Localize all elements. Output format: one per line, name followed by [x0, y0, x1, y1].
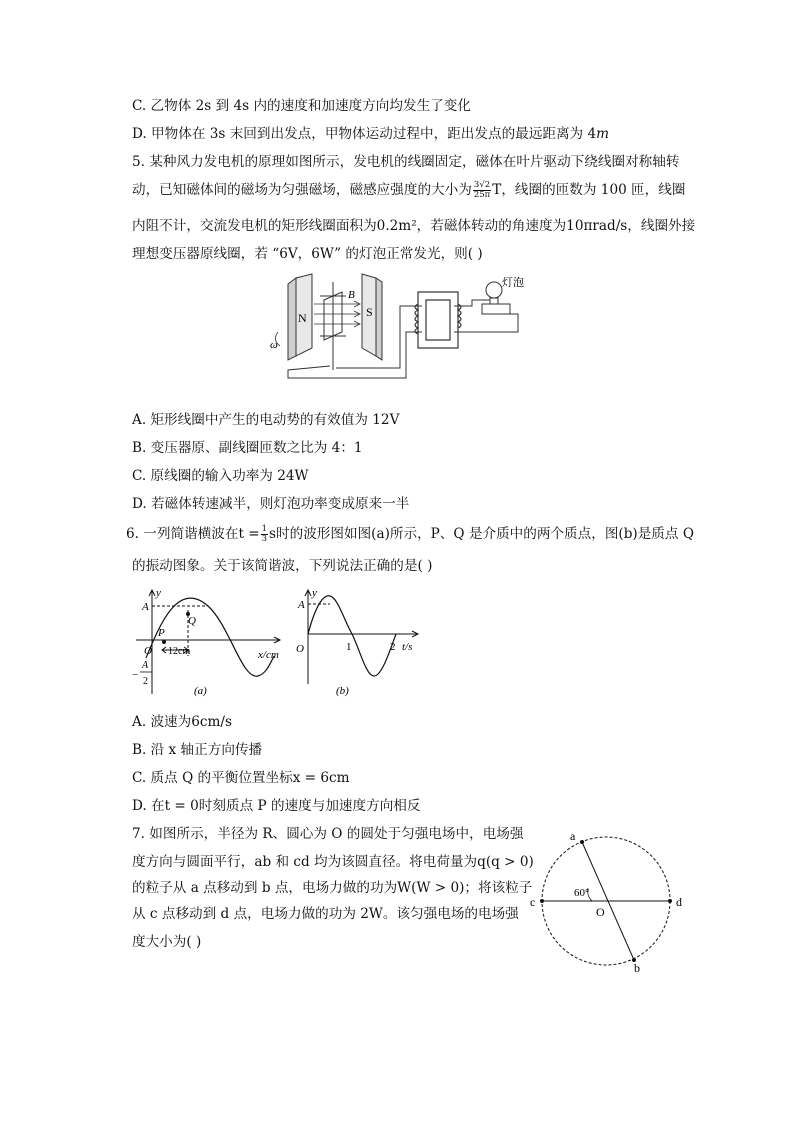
label-s: S	[366, 305, 373, 319]
origin-label-b: O	[296, 643, 304, 655]
q6-stem-line2: 的振动图象。关于该简谐波，下列说法正确的是( )	[132, 558, 433, 574]
q5-option-d: D. 若磁体转速减半，则灯泡功率变成原来一半	[132, 496, 410, 512]
q6-option-b: B. 沿 x 轴正方向传播	[132, 742, 263, 758]
q5-stem-line2: 动，已知磁体间的磁场为匀强磁场，磁感应强度的大小为 $\frac{3√2}{25\pi}$ T，线圈的匝数为 100 匝，线圈	[132, 180, 686, 200]
tick-2: 2	[390, 641, 396, 653]
point-d	[668, 899, 672, 903]
axis-t-label: t/s	[402, 641, 413, 653]
wave-graph-a	[130, 584, 290, 700]
neg-sign: −	[132, 669, 139, 681]
point-a	[580, 840, 584, 844]
generator-diagram	[268, 270, 528, 382]
transformer	[415, 292, 461, 348]
q5-option-a: A. 矩形线圈中产生的电动势的有效值为 12V	[132, 412, 400, 428]
q5-stem-line1: 5. 某种风力发电机的原理如图所示，发电机的线圈固定，磁体在叶片驱动下绕线圈对称轴转	[132, 154, 680, 170]
tick-1: 1	[346, 641, 352, 653]
q5-b-fraction: $\frac{3√2}{25\pi}$	[473, 180, 491, 200]
point-c	[540, 899, 544, 903]
axis-x-label: x/cm	[258, 649, 279, 661]
caption-a: (a)	[194, 685, 207, 697]
label-c: c	[530, 895, 536, 909]
label-b-point: b	[634, 961, 640, 975]
field-lines	[314, 301, 360, 327]
q5-stem-line4: 理想变压器原线圈，若 “6V，6W” 的灯泡正常发光，则( )	[132, 246, 483, 262]
q6-t-fraction: $\frac{1}{3}$	[261, 524, 268, 544]
axis-y-label-b: y	[312, 587, 317, 599]
label-b: B	[348, 289, 355, 301]
q7-stem-line3: 的粒子从 a 点移动到 b 点，电场力做的功为W(W > 0)；将该粒子	[132, 880, 533, 896]
q7-stem-line5: 度大小为( )	[132, 934, 202, 950]
label-d: d	[676, 895, 682, 909]
q7-stem-line2: 度方向与圆面平行，ab 和 cd 均为该圆直径。将电荷量为q(q > 0)	[132, 854, 534, 870]
half-amp-den: 2	[143, 676, 148, 687]
label-omega: ω	[270, 339, 278, 351]
label-n: N	[298, 311, 307, 325]
amplitude-label-b: A	[298, 599, 305, 611]
q5-option-b: B. 变压器原、副线圈匝数之比为 4：1	[132, 440, 363, 456]
q6-option-c: C. 质点 Q 的平衡位置坐标x = 6cm	[132, 770, 350, 786]
angle-label: 60°	[574, 887, 590, 899]
amplitude-label: A	[142, 601, 149, 613]
q5-stem-line3: 内阻不计，交流发电机的矩形线圈面积为0.2m²，若磁体转动的角速度为10πrad/s，线圈外接	[132, 218, 696, 234]
q7-stem-line1: 7. 如图所示，半径为 R、圆心为 O 的圆处于匀强电场中，电场强	[132, 826, 524, 842]
label-q: Q	[188, 615, 196, 627]
axis-y-label: y	[156, 587, 161, 599]
origin-label: O	[144, 645, 152, 657]
label-bulb: 灯泡	[502, 277, 524, 289]
point-p	[162, 640, 166, 644]
half-amp-num: A	[142, 660, 149, 671]
q7-stem-line4: 从 c 点移动到 d 点，电场力做的功为 2W。该匀强电场的电场强	[132, 906, 519, 922]
vibration-graph-b	[290, 584, 430, 700]
circle-diagram	[526, 826, 696, 976]
label-p: P	[158, 627, 165, 639]
q6-option-a: A. 波速为6cm/s	[132, 714, 232, 730]
q6-option-d: D. 在t = 0时刻质点 P 的速度与加速度方向相反	[132, 798, 421, 814]
q5-option-c: C. 原线圈的输入功率为 24W	[132, 468, 309, 484]
q6-stem-line1: 6. 一列简谐横波在t = $\frac{1}{3}$ s时的波形图如图(a)所示，P、Q 是介质中的两个质点，图(b)是质点 Q	[126, 524, 694, 544]
caption-b: (b)	[336, 685, 349, 697]
q4-option-c: C. 乙物体 2s 到 4s 内的速度和加速度方向均发生了变化	[132, 98, 471, 114]
distance-label: 12cm	[168, 646, 191, 657]
label-a: a	[570, 829, 576, 843]
q4-option-d: D. 甲物体在 3s 末回到出发点，甲物体运动过程中，距出发点的最远距离为 4m	[132, 126, 609, 142]
coil	[320, 282, 346, 370]
label-o: O	[596, 905, 605, 919]
